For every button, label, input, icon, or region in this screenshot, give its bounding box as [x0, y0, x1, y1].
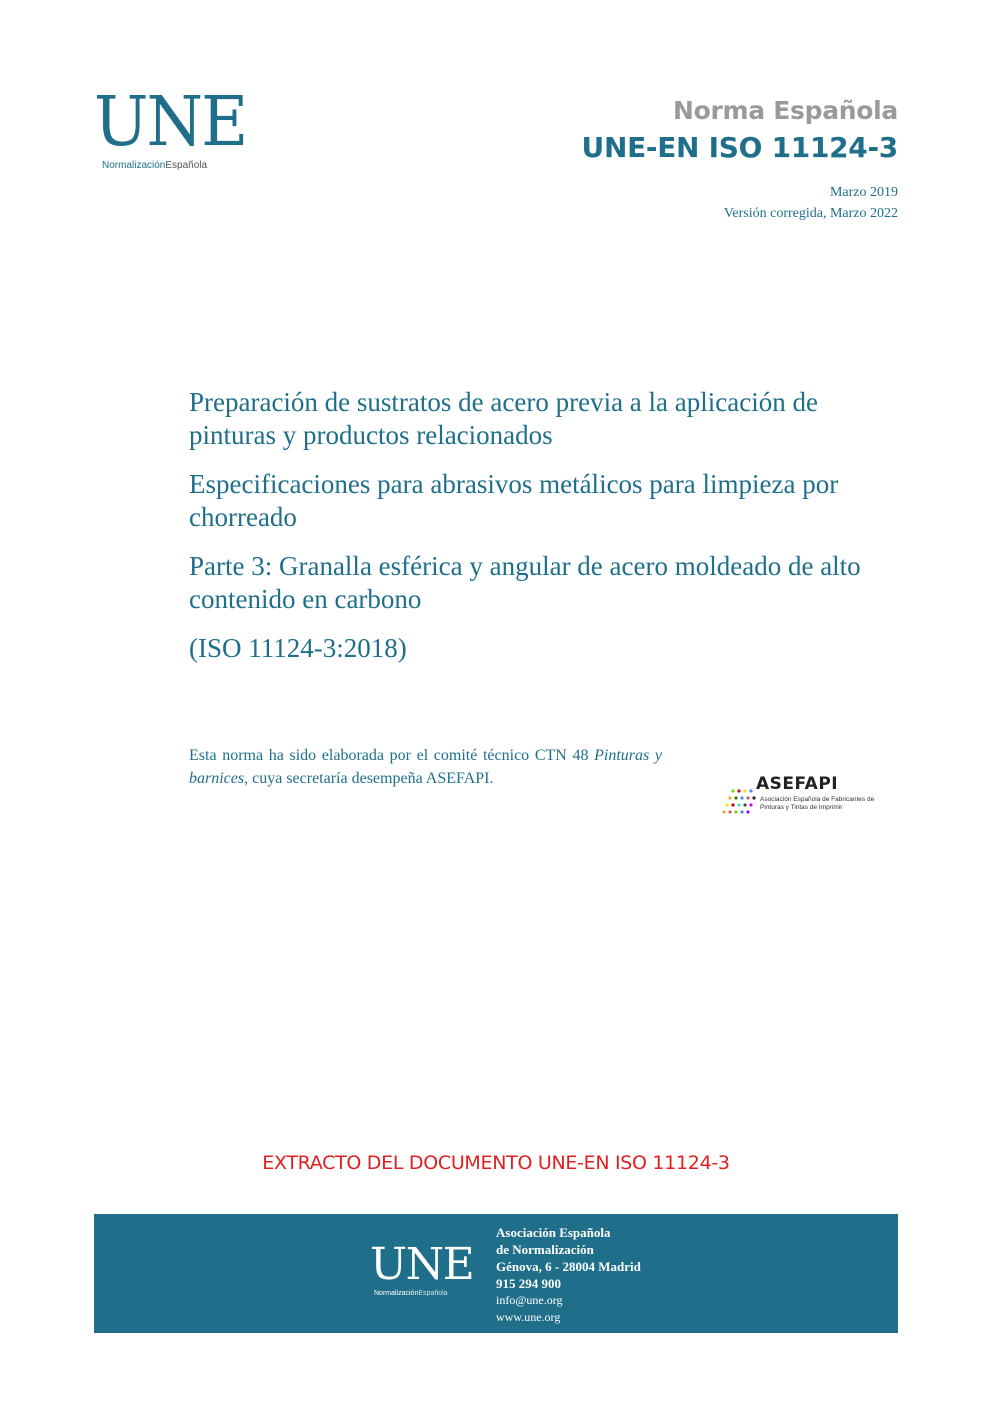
- footer-logo-mark: UNE: [370, 1239, 474, 1290]
- une-logo-sub-b: Española: [165, 160, 208, 171]
- footer-logo-subtitle: [374, 1290, 473, 1297]
- asefapi-dots-icon: [720, 776, 760, 816]
- org-name-line-1: Asociación Española: [496, 1225, 611, 1240]
- asefapi-logo: [720, 772, 875, 818]
- org-name-line-2: de Normalización: [496, 1242, 594, 1257]
- footer-logo-sub-a: Normalización: [374, 1290, 419, 1297]
- une-logo-mark: UNE: [94, 83, 247, 162]
- standard-code: UNE-EN ISO 11124-3: [581, 131, 898, 164]
- footer-band: [94, 1214, 898, 1333]
- footer-logo-sub-b: Española: [418, 1290, 448, 1297]
- asefapi-description: Asociación Española de Fabricantes de Pinturas y Tintas de Imprimir: [760, 796, 875, 811]
- document-title: [189, 386, 909, 681]
- committee-statement: [189, 744, 662, 790]
- title-line-3: Parte 3: Granalla esférica y angular de acero moldeado de alto contenido en carbono: [189, 551, 861, 614]
- une-logo: [94, 83, 247, 171]
- committee-name: Pinturas y barnices: [189, 747, 663, 787]
- revision-date: Versión corregida, Marzo 2022: [723, 206, 898, 221]
- committee-text-before: Esta norma ha sido elaborada por el comité técnico CTN 48: [189, 747, 595, 764]
- publication-date: Marzo 2019: [829, 185, 898, 200]
- une-logo-sub-a: Normalización: [102, 160, 166, 171]
- org-website-link[interactable]: www.une.org: [496, 1310, 561, 1324]
- org-email-link[interactable]: info@une.org: [496, 1293, 563, 1307]
- title-line-2: Especificaciones para abrasivos metálicos para limpieza por chorreado: [189, 469, 839, 532]
- org-phone: 915 294 900: [496, 1276, 561, 1291]
- footer-contact: [496, 1224, 641, 1326]
- extract-notice: EXTRACTO DEL DOCUMENTO UNE-EN ISO 11124-3: [262, 1152, 730, 1174]
- org-address: Génova, 6 - 28004 Madrid: [496, 1259, 641, 1274]
- standard-dates: [582, 182, 898, 224]
- asefapi-name: ASEFAPI: [756, 774, 839, 794]
- footer-une-logo: [370, 1239, 474, 1297]
- standard-header: [582, 96, 898, 224]
- iso-reference: (ISO 11124-3:2018): [189, 633, 407, 663]
- standard-type-label: Norma Española: [673, 96, 898, 125]
- committee-text-after: , cuya secretaría desempeña ASEFAPI.: [244, 770, 494, 787]
- title-line-1: Preparación de sustratos de acero previa a la aplicación de pinturas y productos relacionados: [189, 387, 818, 450]
